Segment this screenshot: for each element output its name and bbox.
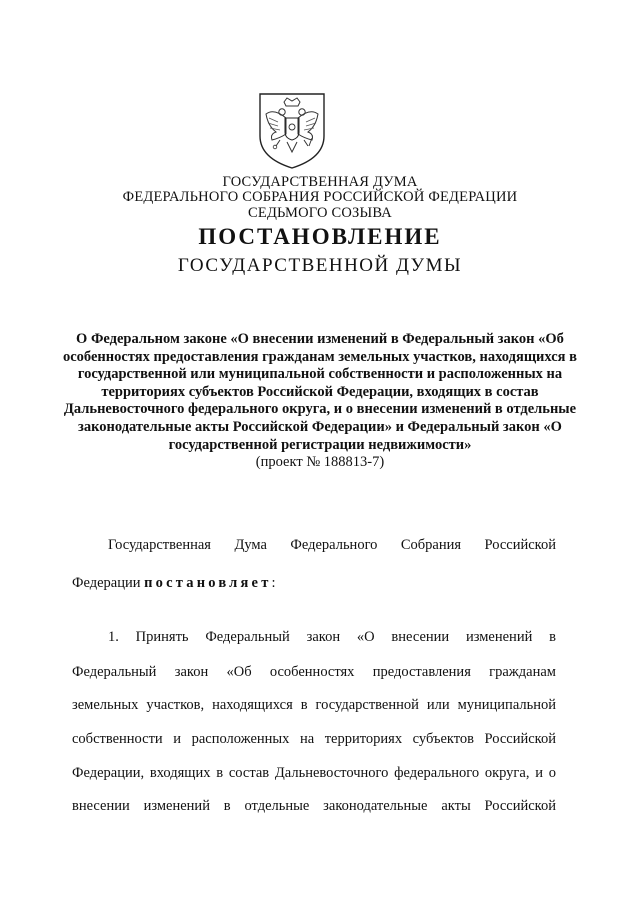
preamble-text: Федерации	[72, 575, 145, 591]
resolves-verb: постановляет	[144, 575, 272, 591]
project-number: (проект № 188813-7)	[255, 454, 385, 471]
document-type-title: ПОСТАНОВЛЕНИЕ	[198, 224, 442, 249]
paragraph1-line-4: собственности и расположенных на территориях субъектов Российской	[72, 731, 556, 747]
paragraph1-line-1: 1. Принять Федеральный закон «О внесении изменений в	[108, 629, 556, 645]
preamble-colon: :	[271, 575, 276, 591]
paragraph1-line-5: Федерации, входящих в состав Дальневосточного федерального округа, и о	[72, 765, 556, 781]
header-line-federal-assembly: ФЕДЕРАЛЬНОГО СОБРАНИЯ РОССИЙСКОЙ ФЕДЕРАЦИИ	[122, 189, 518, 205]
header-line-convocation: СЕДЬМОГО СОЗЫВА	[248, 205, 392, 221]
header-line-state-duma: ГОСУДАРСТВЕННАЯ ДУМА	[222, 174, 418, 190]
preamble-line-1: Государственная Дума Федерального Собрания Российской	[108, 537, 556, 553]
paragraph1-line-3: земельных участков, находящихся в государственной или муниципальной	[72, 697, 556, 713]
subject-text: О Федеральном законе «О внесении изменений в Федеральный закон «Об особенностях предоставления гражданам земельных участков, находящихся в государственной или муниципальной собственности и расположенных на территориях субъектов Российской Федерации, входящих в состав Дальневосточного федерального округа, и о внесении изменений в отдельные законодательные акты Российской Федерации» и Федеральный закон «О государственной регистрации недвижимости»	[63, 331, 577, 453]
preamble-line-2	[72, 575, 556, 592]
paragraph1-line-6: внесении изменений в отдельные законодательные акты Российской	[72, 798, 556, 814]
paragraph1-line-2: Федеральный закон «Об особенностях предоставления гражданам	[72, 664, 556, 680]
coat-of-arms-emblem	[256, 92, 328, 170]
document-subject	[60, 331, 580, 472]
document-issuer-subtitle: ГОСУДАРСТВЕННОЙ ДУМЫ	[177, 255, 463, 276]
